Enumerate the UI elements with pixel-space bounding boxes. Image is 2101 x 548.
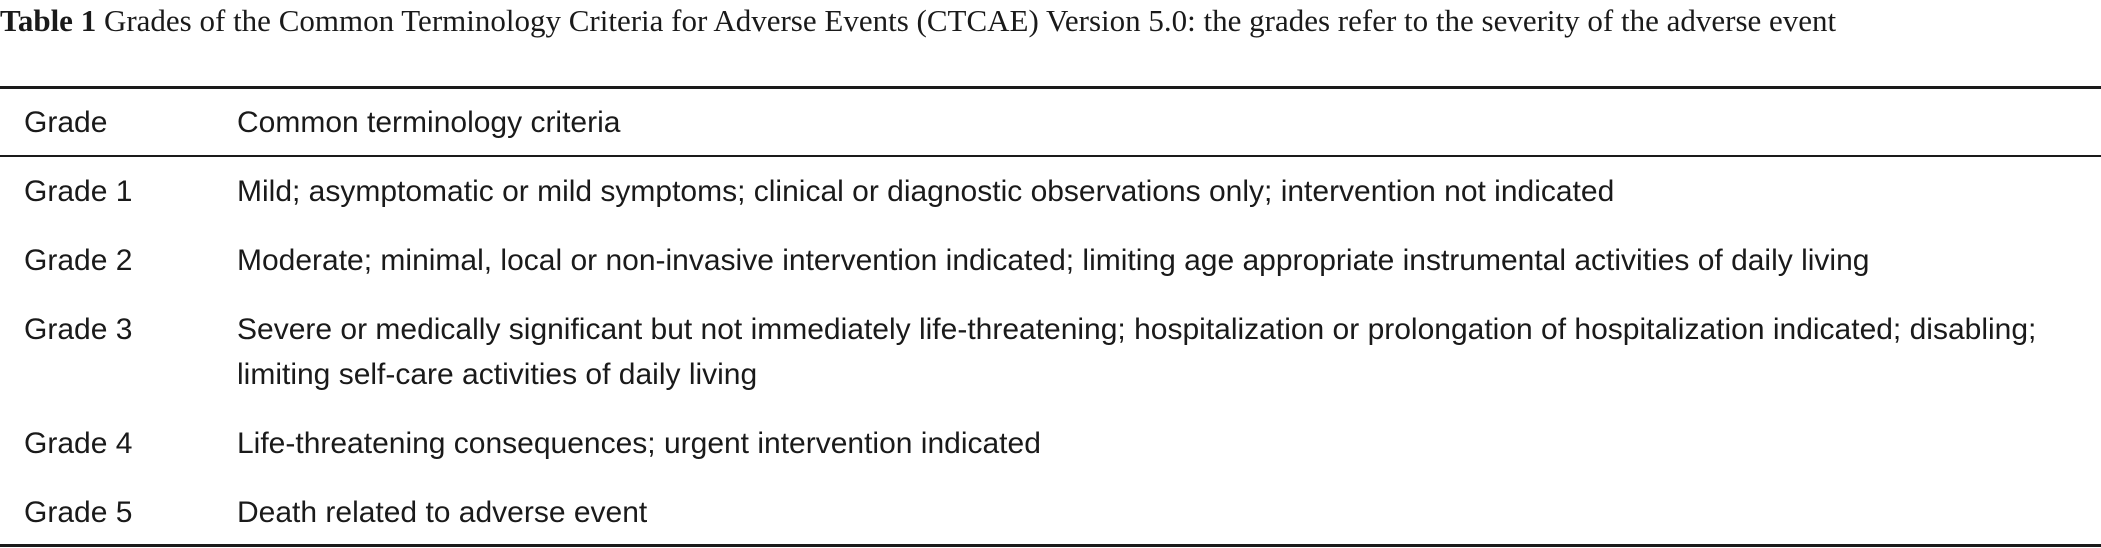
criteria-cell: Moderate; minimal, local or non-invasive intervention indicated; limiting age appropriate instrumental activities of daily living [237, 244, 1870, 277]
grade-cell: Grade 5 [24, 496, 133, 529]
table-caption-text: Grades of the Common Terminology Criteria for Adverse Events (CTCAE) Version 5.0: the grades refer to the severity of the adverse event [103, 3, 1837, 38]
header-criteria: Common terminology criteria [237, 106, 621, 139]
criteria-cell: Death related to adverse event [237, 496, 648, 529]
table-top-rule [0, 86, 2101, 89]
grade-cell: Grade 2 [24, 244, 133, 277]
table-caption-label: Table 1 [0, 3, 97, 38]
table-bottom-rule [0, 544, 2101, 547]
grade-cell: Grade 4 [24, 427, 133, 460]
grade-cell: Grade 1 [24, 175, 133, 208]
header-grade: Grade [24, 106, 108, 139]
grade-cell: Grade 3 [24, 313, 133, 346]
criteria-cell: Life-threatening consequences; urgent intervention indicated [237, 427, 1041, 460]
table-caption [0, 0, 2090, 41]
table-header-rule [0, 155, 2101, 157]
criteria-cell: Mild; asymptomatic or mild symptoms; clinical or diagnostic observations only; intervention not indicated [237, 175, 1615, 208]
criteria-cell: Severe or medically significant but not immediately life-threatening; hospitalization or prolongation of hospitalization indicated; disabling; limiting self-care activities of daily living [237, 313, 2037, 391]
